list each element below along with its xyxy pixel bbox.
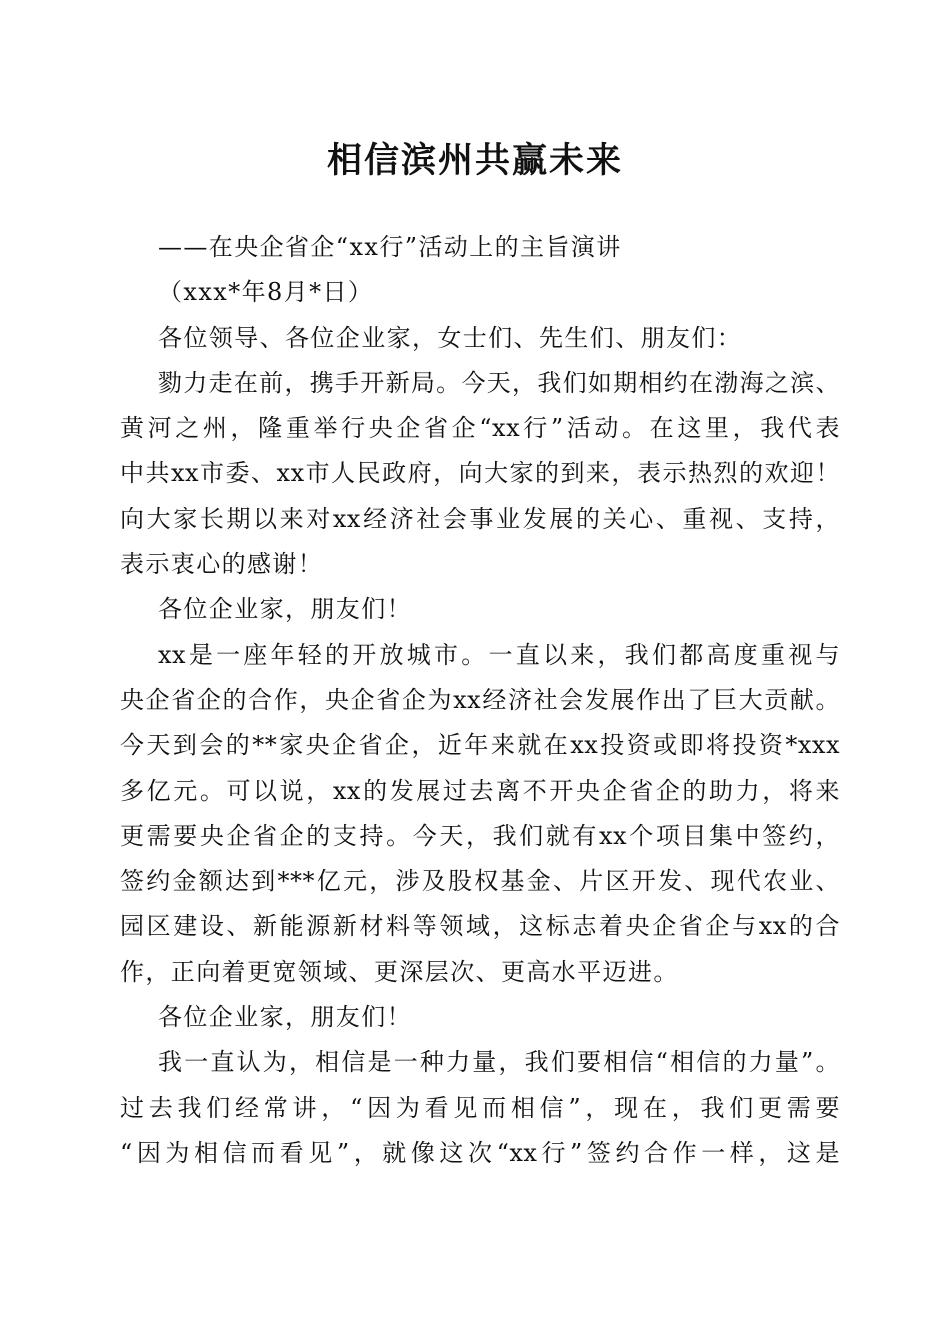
salutation-line: 各位企业家，朋友们！ (158, 1003, 412, 1032)
subtitle-line: ——在央企省企“xx行”活动上的主旨演讲 (158, 233, 622, 261)
salutation-line: 各位领导、各位企业家，女士们、先生们、朋友们： (158, 323, 743, 352)
paragraph-line: 签约金额达到***亿元，涉及股权基金、片区开发、现代农业、 (120, 867, 840, 896)
document-title: 相信滨州共赢未来 (326, 140, 623, 181)
paragraph-line: 央企省企的合作，央企省企为xx经济社会发展作出了巨大贡献。 (120, 685, 840, 714)
paragraph-line: 中共xx市委、xx市人民政府，向大家的到来，表示热烈的欢迎！ (120, 459, 840, 488)
paragraph-line: 勠力走在前，携手开新局。今天，我们如期相约在渤海之滨、 (158, 368, 840, 397)
salutation-line: 各位企业家，朋友们！ (158, 595, 412, 624)
document-body (120, 225, 840, 1176)
paragraph-line: 我一直认为，相信是一种力量，我们要相信“相信的力量”。 (158, 1048, 840, 1077)
paragraph-line: 多亿元。可以说，xx的发展过去离不开央企省企的助力，将来 (120, 776, 840, 805)
paragraph-line: 向大家长期以来对xx经济社会事业发展的关心、重视、支持， (120, 504, 840, 533)
paragraph-line: 表示衷心的感谢！ (120, 550, 324, 579)
paragraph-line: 过去我们经常讲，“因为看见而相信”，现在，我们更需要 (120, 1093, 840, 1122)
date-line: （xxx*年8月*日） (158, 278, 374, 307)
paragraph-line: xx是一座年轻的开放城市。一直以来，我们都高度重视与 (158, 640, 840, 669)
paragraph-line: 园区建设、新能源新材料等领域，这标志着央企省企与xx的合 (120, 912, 840, 941)
paragraph-line: 作，正向着更宽领域、更深层次、更高水平迈进。 (120, 957, 679, 986)
paragraph-line: “因为相信而看见”，就像这次“xx行”签约合作一样，这是 (120, 1138, 840, 1167)
paragraph-line: 黄河之州，隆重举行央企省企“xx行”活动。在这里，我代表 (120, 414, 840, 443)
paragraph-line: 更需要央企省企的支持。今天，我们就有xx个项目集中签约， (120, 821, 840, 850)
paragraph-line: 今天到会的**家央企省企，近年来就在xx投资或即将投资*xxx (120, 731, 840, 760)
